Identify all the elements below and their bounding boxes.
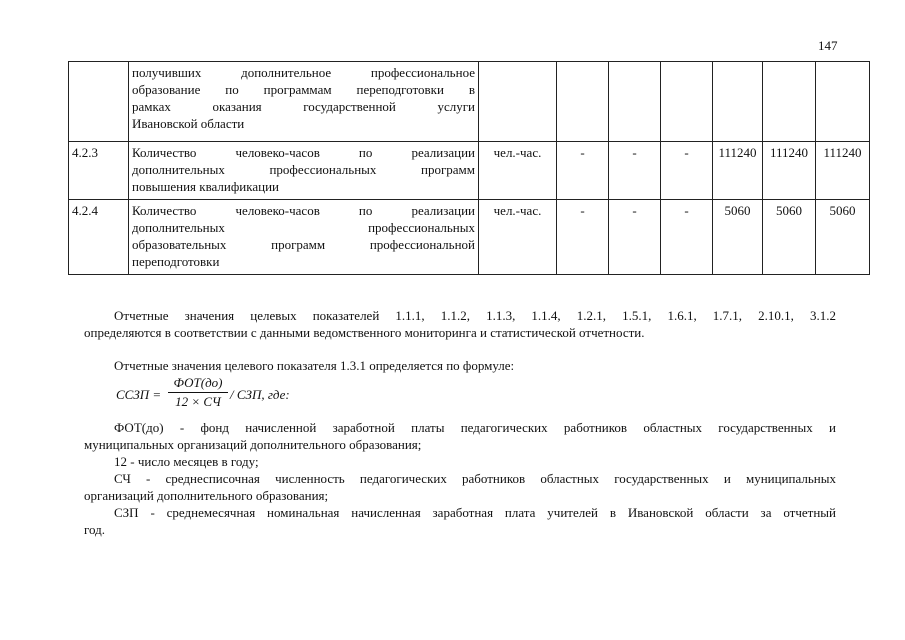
value-cell — [816, 62, 870, 142]
value-cell: - — [557, 142, 609, 200]
paragraph-targets-line1: Отчетные значения целевых показателей 1.1.1, 1.1.2, 1.1.3, 1.1.4, 1.2.1, 1.5.1, 1.6.1, 1.7.1, 2.10.1, 3.1.2 — [114, 308, 836, 323]
value-cell: 111240 — [816, 142, 870, 200]
indicator-name-line: образовательных программ профессиональной — [132, 237, 475, 252]
value-cell — [713, 62, 763, 142]
indicator-name — [129, 62, 479, 142]
indicator-name — [129, 142, 479, 200]
page-number: 147 — [818, 38, 838, 53]
value-cell — [557, 62, 609, 142]
table-row — [69, 200, 870, 275]
indicator-unit — [479, 62, 557, 142]
indicator-number — [69, 62, 129, 142]
formula-rhs: / СЗП, где: — [230, 387, 290, 402]
value-cell: - — [609, 142, 661, 200]
indicator-number: 4.2.3 — [69, 142, 129, 200]
table-row — [69, 62, 870, 142]
definition-szp-line1: СЗП - среднемесячная номинальная начисленная заработная плата учителей в Ивановской области за отчетный — [114, 505, 836, 520]
definition-fot-line2: муниципальных организаций дополнительного образования; — [84, 437, 422, 452]
value-cell: - — [557, 200, 609, 275]
indicator-name — [129, 200, 479, 275]
indicator-number: 4.2.4 — [69, 200, 129, 275]
definition-fot-line1: ФОТ(до) - фонд начисленной заработной платы педагогических работников областных государственных и — [114, 420, 836, 435]
indicator-name-line: рамках оказания государственной услуги — [132, 99, 475, 114]
formula-denominator: 12 × СЧ — [175, 394, 221, 409]
value-cell: - — [661, 142, 713, 200]
formula-fraction — [168, 375, 228, 410]
paragraph-targets-line2: определяются в соответствии с данными ведомственного мониторинга и статистической отчетности. — [84, 325, 645, 340]
indicator-name-line: Ивановской области — [132, 116, 245, 131]
indicator-name-line: получивших дополнительное профессиональное — [132, 65, 475, 80]
indicator-name-line: дополнительных профессиональных — [132, 220, 475, 235]
value-cell: - — [609, 200, 661, 275]
value-cell: 5060 — [816, 200, 870, 275]
indicator-name-line: Количество человеко-часов по реализации — [132, 145, 475, 160]
value-cell: - — [661, 200, 713, 275]
value-cell — [763, 62, 816, 142]
indicator-name-line: образование по программам переподготовки в — [132, 82, 475, 97]
formula-lhs: ССЗП = — [116, 387, 162, 402]
definition-sch-line1: СЧ - среднесписочная численность педагогических работников областных государственных и муниципальных — [114, 471, 836, 486]
indicator-name-line: дополнительных профессиональных программ — [132, 162, 475, 177]
definition-szp-line2: год. — [84, 522, 105, 537]
value-cell — [609, 62, 661, 142]
definition-months: 12 - число месяцев в году; — [114, 454, 259, 469]
indicator-name-line: повышения квалификации — [132, 179, 280, 194]
table-row — [69, 142, 870, 200]
value-cell: 5060 — [713, 200, 763, 275]
indicators-table — [68, 61, 870, 275]
value-cell: 5060 — [763, 200, 816, 275]
value-cell: 111240 — [763, 142, 816, 200]
formula-numerator: ФОТ(до) — [168, 375, 228, 393]
value-cell: 111240 — [713, 142, 763, 200]
indicator-unit: чел.-час. — [479, 142, 557, 200]
indicator-unit: чел.-час. — [479, 200, 557, 275]
indicator-name-line: Количество человеко-часов по реализации — [132, 203, 475, 218]
definition-sch-line2: организаций дополнительного образования; — [84, 488, 329, 503]
indicator-name-line: переподготовки — [132, 254, 220, 269]
paragraph-formula-intro: Отчетные значения целевого показателя 1.3.1 определяется по формуле: — [114, 358, 515, 373]
value-cell — [661, 62, 713, 142]
